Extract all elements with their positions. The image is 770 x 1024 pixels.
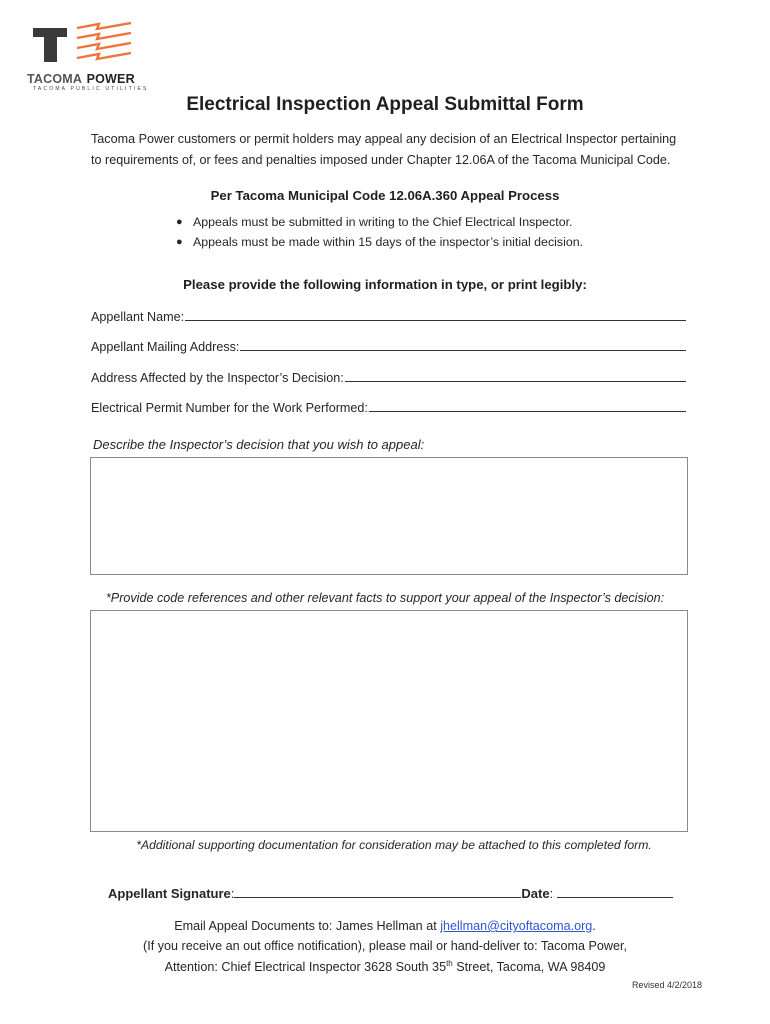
email-suffix: . <box>592 919 596 933</box>
appellant-name-label: Appellant Name: <box>91 310 185 324</box>
bullet-icon: ● <box>176 216 183 228</box>
brand-subtitle: TACOMA PUBLIC UTILITIES <box>33 86 149 92</box>
provide-info-heading: Please provide the following information in type, or print legibly: <box>183 277 587 292</box>
appellant-name-input[interactable] <box>185 306 686 321</box>
permit-number-input[interactable] <box>369 397 686 412</box>
revision-date: Revised 4/2/2018 <box>631 980 702 990</box>
code-references-label: *Provide code references and other relevant facts to support your appeal of the Inspector’s decision: <box>105 591 665 605</box>
email-link[interactable]: jhellman@cityoftacoma.org <box>440 919 593 933</box>
additional-documentation-note: *Additional supporting documentation for consideration may be attached to this completed form. <box>136 838 652 852</box>
address-part-a: Attention: Chief Electrical Inspector 3628 South 35 <box>164 960 447 975</box>
address-part-b: Street, Tacoma, WA 98409 <box>452 960 606 975</box>
intro-paragraph <box>91 129 691 171</box>
address-superscript: th <box>446 959 453 968</box>
intro-line-2: to requirements of, or fees and penalties imposed under Chapter 12.06A of the Tacoma Municipal Code. <box>91 153 671 167</box>
mailing-address-field <box>91 334 686 354</box>
signature-input[interactable] <box>234 883 521 898</box>
date-input[interactable] <box>557 883 673 898</box>
email-prefix: Email Appeal Documents to: James Hellman at <box>174 919 441 933</box>
date-label: Date <box>521 886 550 901</box>
email-instructions <box>0 919 770 933</box>
signature-label: Appellant Signature <box>108 886 231 901</box>
date-colon: : <box>549 886 554 901</box>
code-heading: Per Tacoma Municipal Code 12.06A.360 Appeal Process <box>210 188 560 203</box>
mailing-address-label: Appellant Mailing Address: <box>91 340 240 354</box>
affected-address-label: Address Affected by the Inspector’s Decision: <box>91 371 344 385</box>
bullet-icon: ● <box>176 236 183 248</box>
intro-line-1: Tacoma Power customers or permit holders may appeal any decision of an Electrical Inspector pertaining <box>91 132 677 146</box>
mail-instructions: (If you receive an out office notification), please mail or hand-deliver to: Tacoma Power, <box>143 939 627 953</box>
tacoma-power-t-lightning-logo-icon <box>27 20 137 70</box>
decision-description-textarea[interactable] <box>90 457 688 575</box>
list-item <box>176 232 583 252</box>
permit-number-field <box>91 395 686 415</box>
brand-tacoma: TACOMA <box>27 72 83 86</box>
bullet-text: Appeals must be submitted in writing to the Chief Electrical Inspector. <box>193 215 573 229</box>
brand-power: POWER <box>86 72 135 86</box>
describe-decision-label: Describe the Inspector’s decision that you wish to appeal: <box>93 437 425 452</box>
page-title: Electrical Inspection Appeal Submittal Form <box>186 94 584 115</box>
bullet-text: Appeals must be made within 15 days of the inspector’s initial decision. <box>193 235 584 249</box>
tacoma-power-logo <box>27 20 149 92</box>
appeal-rules-list <box>176 212 583 252</box>
signature-row <box>108 881 688 901</box>
mailing-address-input[interactable] <box>240 336 686 351</box>
mailing-address <box>0 959 770 974</box>
affected-address-input[interactable] <box>345 367 686 382</box>
affected-address-field <box>91 365 686 385</box>
appellant-name-field <box>91 304 686 324</box>
signature-colon: : <box>230 886 235 901</box>
permit-number-label: Electrical Permit Number for the Work Performed: <box>91 401 368 415</box>
list-item <box>176 212 583 232</box>
code-references-textarea[interactable] <box>90 610 688 832</box>
